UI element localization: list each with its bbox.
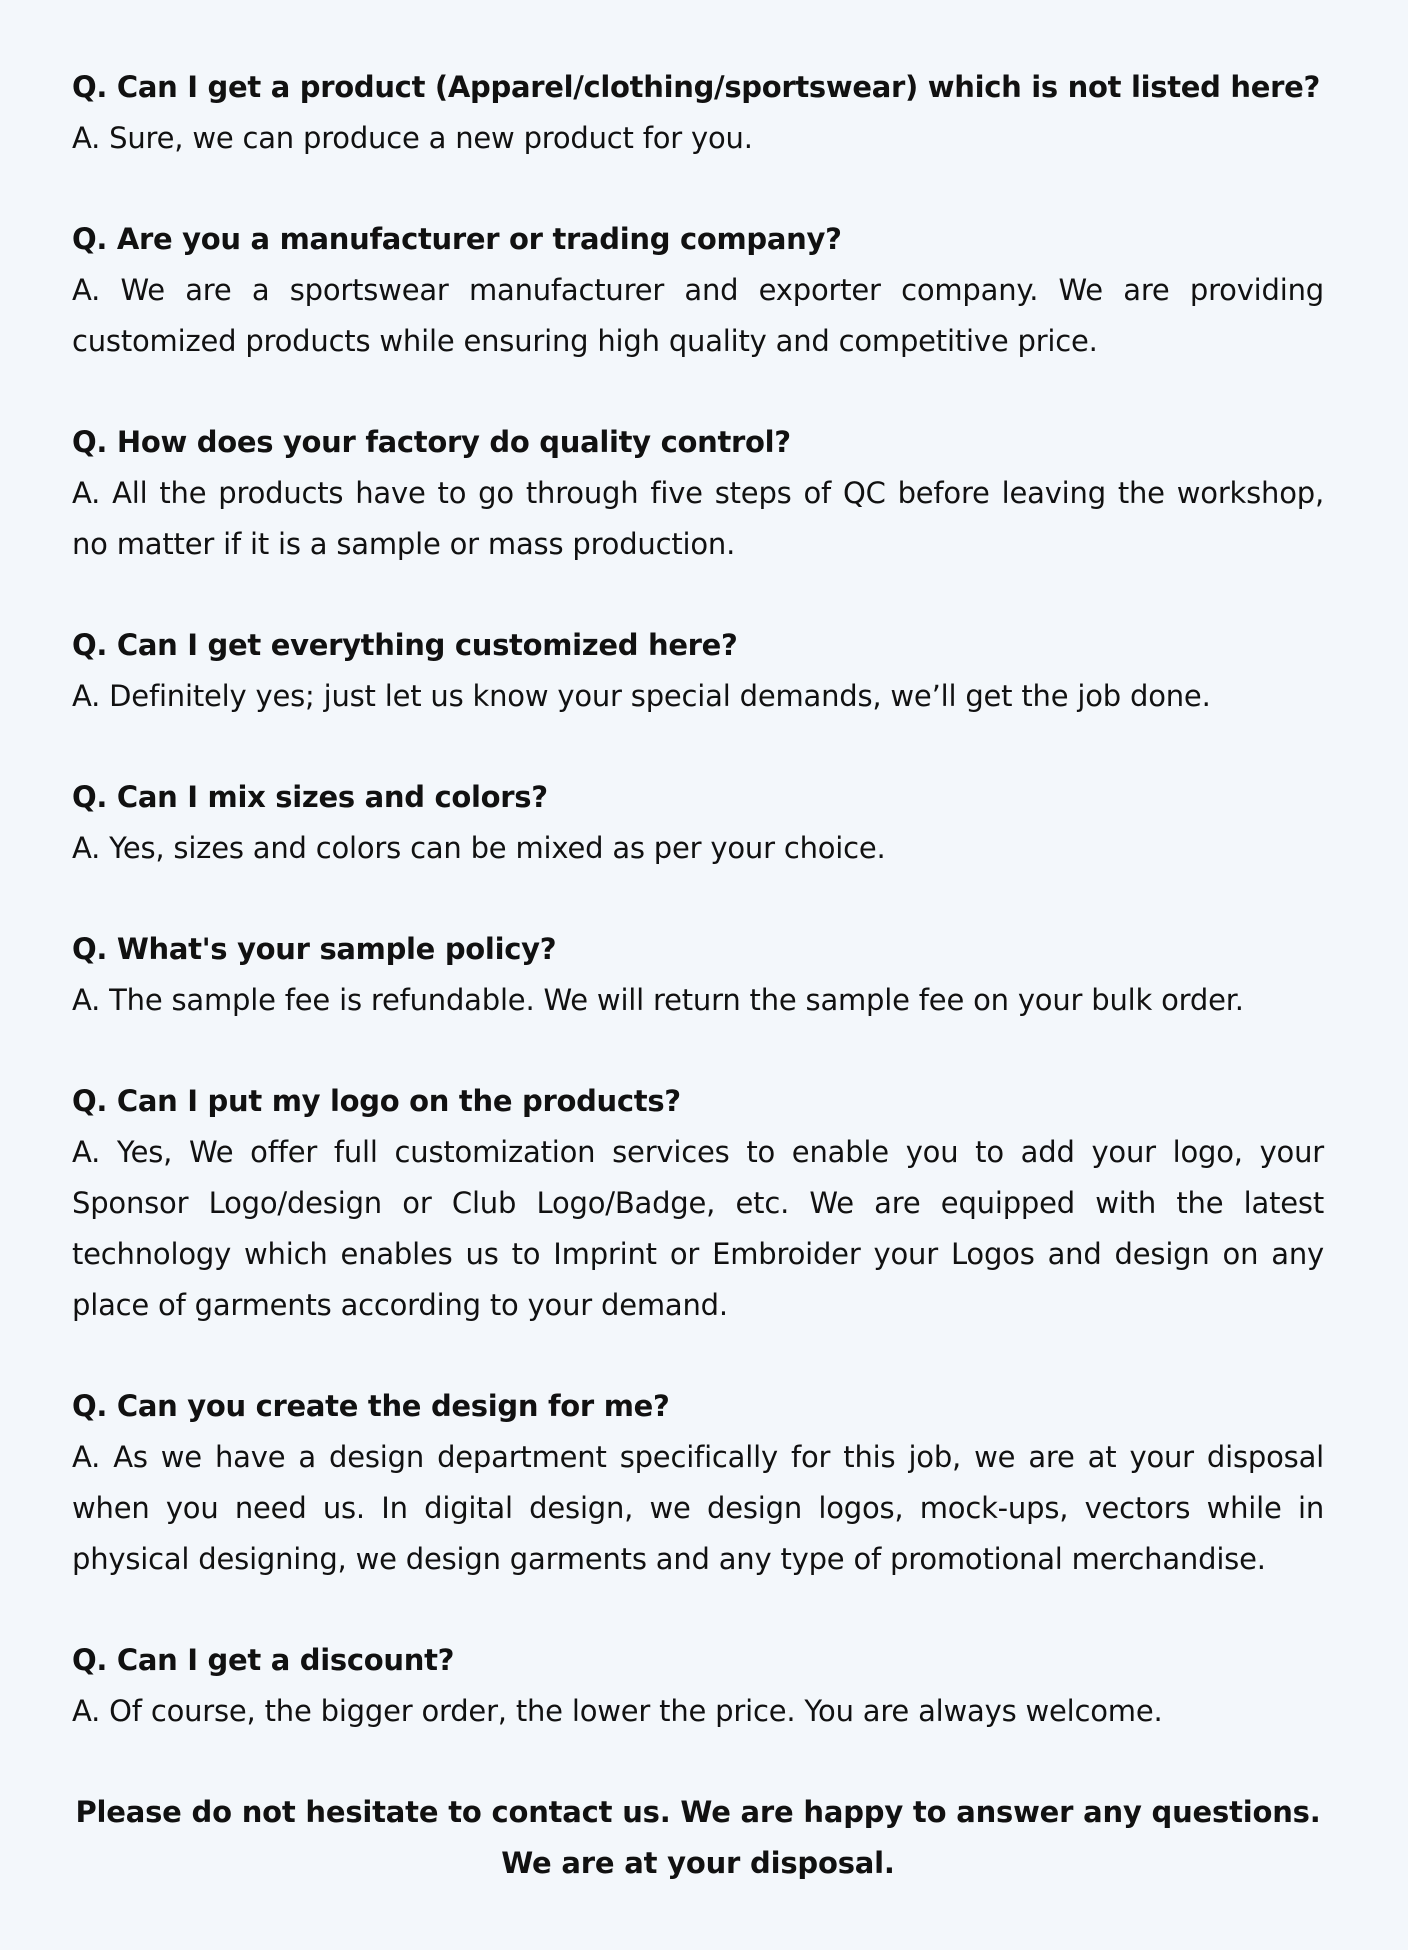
faq-answer: A. The sample fee is refundable. We will return the sample fee on your bulk order. — [72, 983, 1244, 1017]
faq-item — [72, 214, 1324, 367]
faq-item — [72, 924, 1324, 1026]
faq-answer: A. Definitely yes; just let us know your special demands, we’ll get the job done. — [72, 679, 1211, 713]
faq-answer: A. As we have a design department specifically for this job, we are at your disposal when you need us. In digital design, we design logos, mock-ups, vectors while in physical designing, we design garments and any type of promotional merchandise. — [72, 1440, 1324, 1576]
faq-answer: A. Yes, We offer full customization services to enable you to add your logo, your Sponsor Logo/design or Club Logo/Badge, etc. We are equipped with the latest technology which enables us to Imprint or Embroider your Logos and design on any place of garments according to your demand. — [72, 1135, 1324, 1322]
faq-question: Q. Can I get a discount? — [72, 1643, 455, 1677]
faq-item — [72, 620, 1324, 722]
faq-item — [72, 772, 1324, 874]
faq-question: Q. Can I get a product (Apparel/clothing/sportswear) which is not listed here? — [72, 70, 1321, 104]
faq-item — [72, 1381, 1324, 1585]
faq-question: Q. Can I get everything customized here? — [72, 628, 738, 662]
faq-question: Q. Can you create the design for me? — [72, 1389, 670, 1423]
faq-answer: A. Of course, the bigger order, the lower the price. You are always welcome. — [72, 1694, 1163, 1728]
faq-question: Q. Can I mix sizes and colors? — [72, 780, 548, 814]
faq-answer: A. Yes, sizes and colors can be mixed as per your choice. — [72, 831, 886, 865]
faq-question: Q. How does your factory do quality control? — [72, 425, 791, 459]
faq-answer: A. Sure, we can produce a new product for you. — [72, 121, 753, 155]
faq-item — [72, 417, 1324, 570]
faq-answer: A. We are a sportswear manufacturer and exporter company. We are providing customized products while ensuring high quality and competitive price. — [72, 273, 1324, 358]
faq-item — [72, 1635, 1324, 1737]
faq-item — [72, 1076, 1324, 1331]
closing-statement: Please do not hesitate to contact us. We are happy to answer any questions. We are at your disposal. — [75, 1795, 1321, 1880]
faq-question: Q. Can I put my logo on the products? — [72, 1084, 681, 1118]
faq-question: Q. What's your sample policy? — [72, 932, 557, 966]
faq-question: Q. Are you a manufacturer or trading company? — [72, 222, 842, 256]
faq-list — [72, 62, 1324, 1737]
faq-answer: A. All the products have to go through five steps of QC before leaving the workshop, no matter if it is a sample or mass production. — [72, 476, 1324, 561]
faq-item — [72, 62, 1324, 164]
